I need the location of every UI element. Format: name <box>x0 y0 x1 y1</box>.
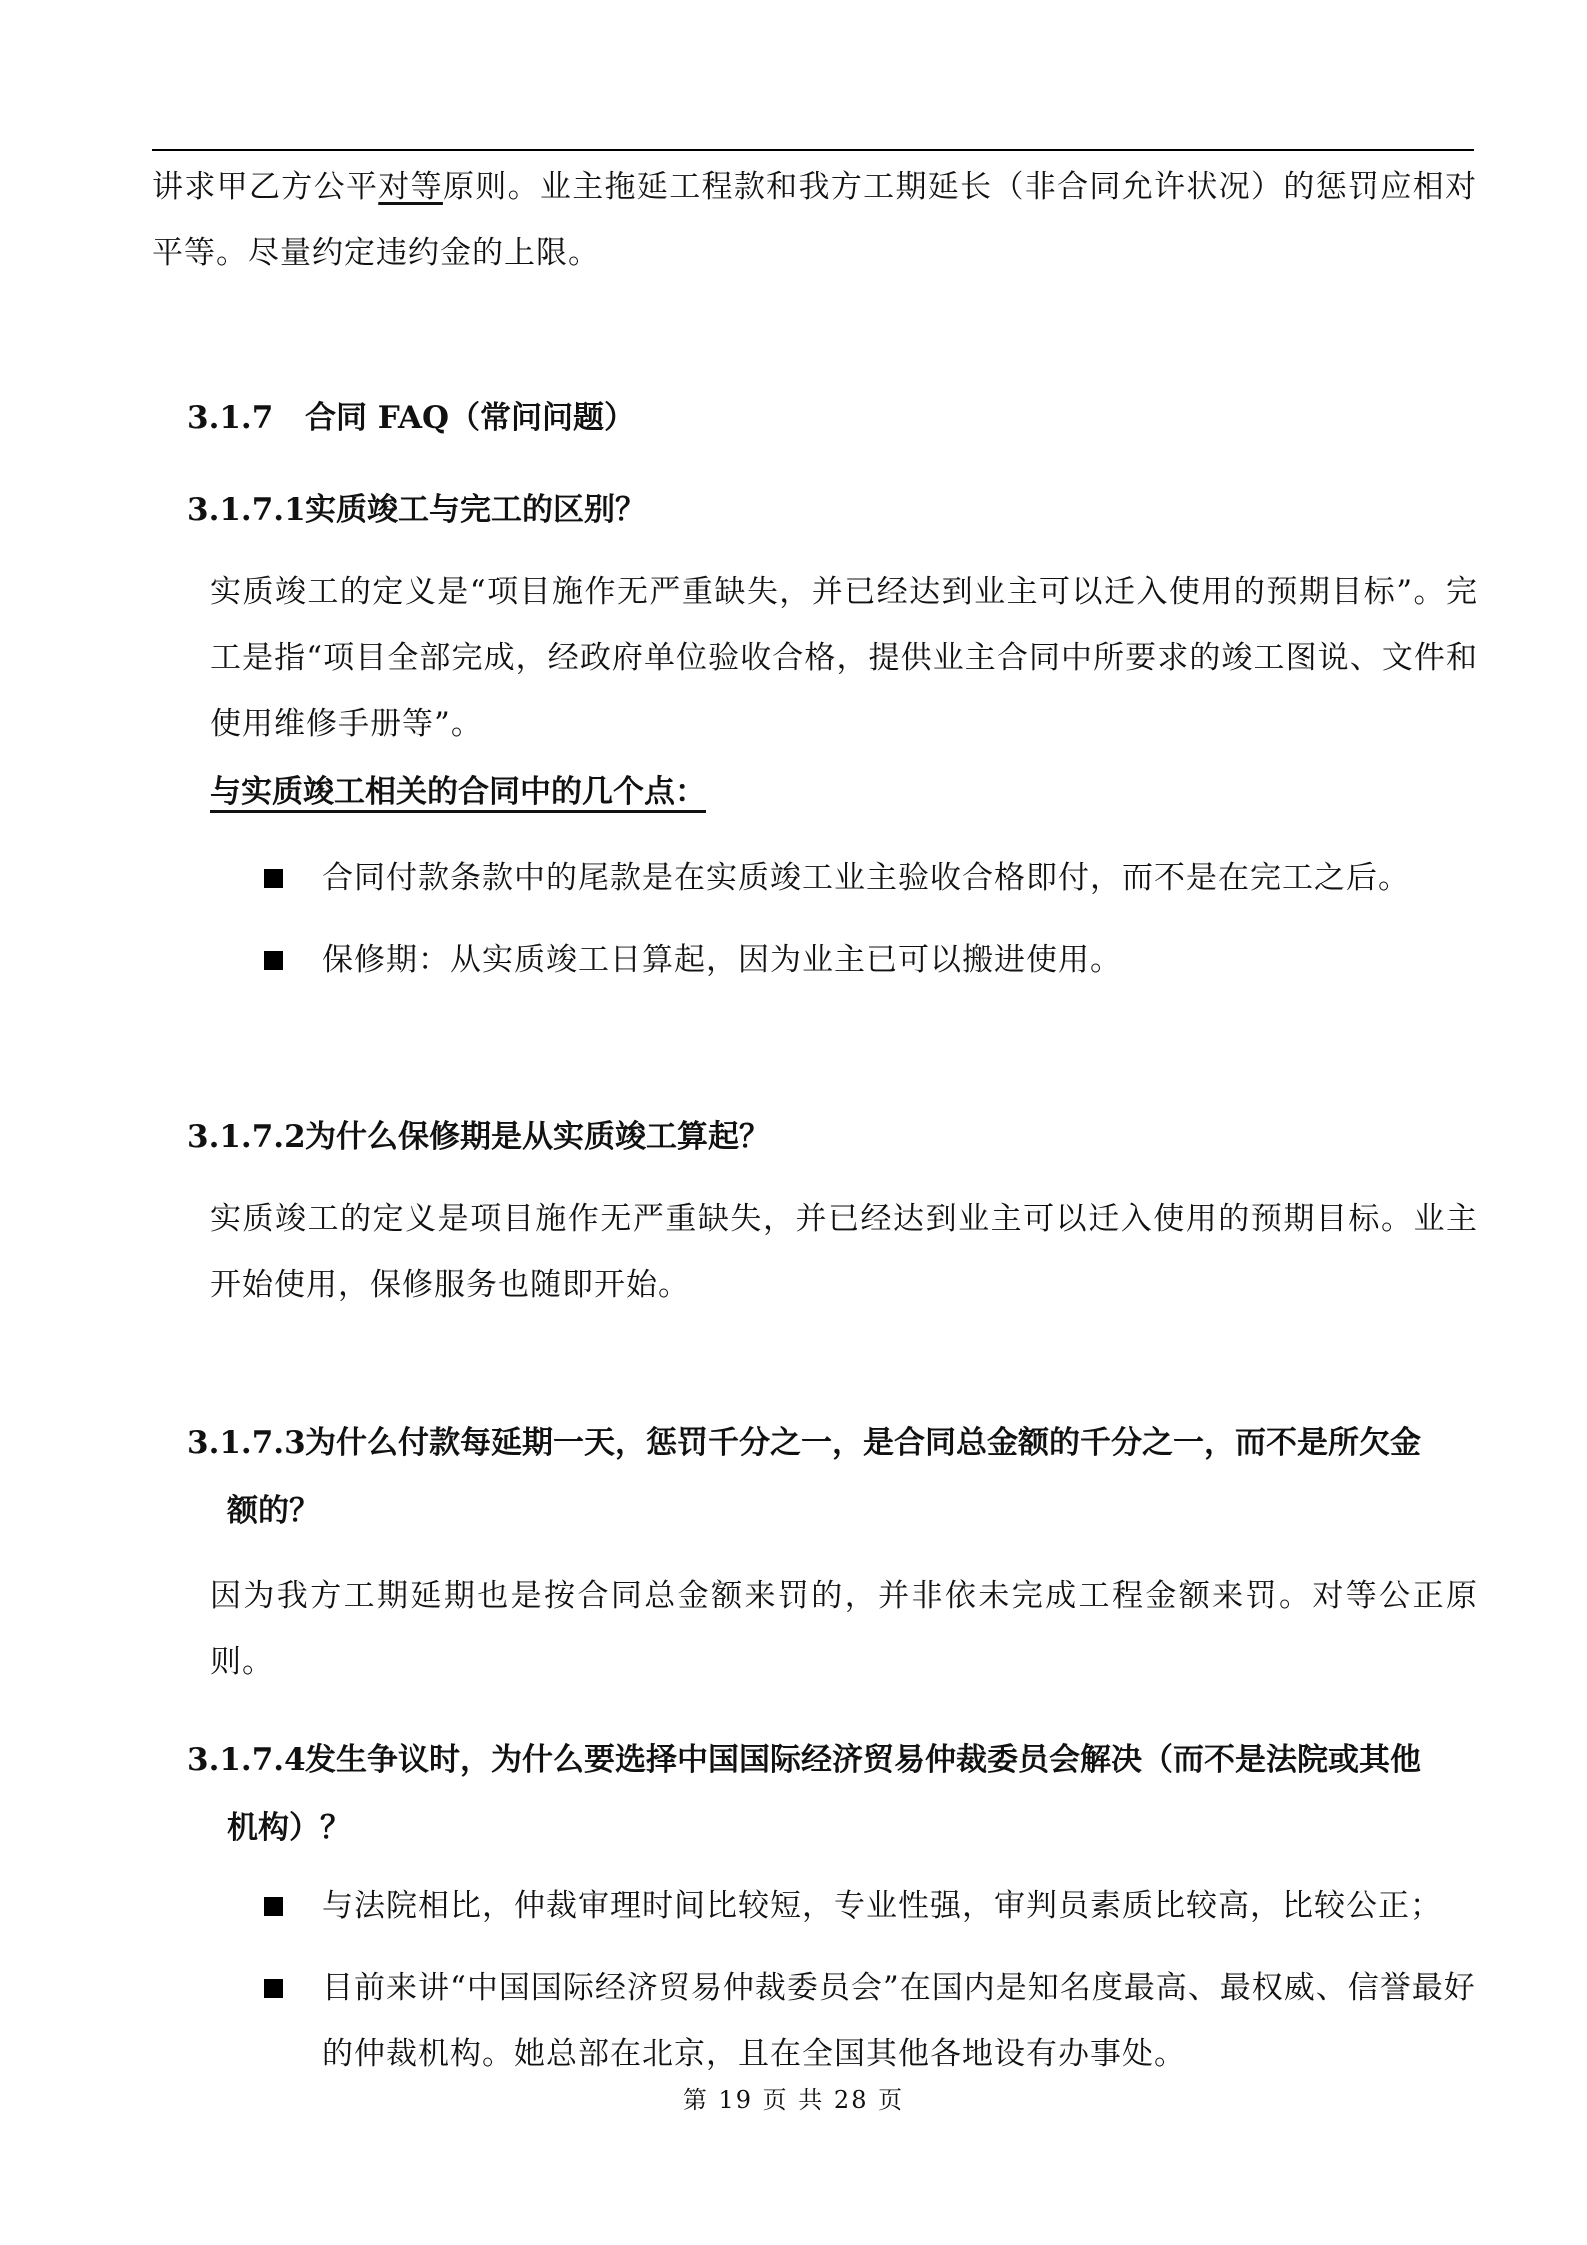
question-heading-1 <box>187 476 1482 544</box>
square-bullet-icon <box>264 1979 283 1998</box>
question-number: 3.1.7.3 <box>187 1425 306 1461</box>
question-number: 3.1.7.2 <box>187 1119 306 1155</box>
question-title-line1: 发生争议时，为什么要选择中国国际经济贸易仲裁委员会解决（而不是法院或其他 <box>305 1742 1421 1778</box>
header-rule <box>152 149 1474 151</box>
section-title: 合同 FAQ（常问问题） <box>305 400 636 436</box>
question-title-line2: 机构）？ <box>227 1810 351 1846</box>
question-title-line1: 为什么付款每延期一天，惩罚千分之一，是合同总金额的千分之一，而不是所欠金 <box>305 1425 1421 1461</box>
question-title-line2: 额的？ <box>227 1493 320 1529</box>
bullet-text: 保修期：从实质竣工日算起，因为业主已可以搬进使用。 <box>322 942 1122 978</box>
question-number: 3.1.7.1 <box>187 492 306 528</box>
square-bullet-icon <box>264 951 283 970</box>
bullet-text: 目前来讲“中国国际经济贸易仲裁委员会”在国内是知名度最高、最权威、信誉最好的仲裁机构。她总部在北京，且在全国其他各地设有办事处。 <box>322 1970 1476 2072</box>
question-number: 3.1.7.4 <box>187 1742 306 1778</box>
bullet-item <box>264 927 1478 993</box>
subheading-substantial-completion: 与实质竣工相关的合同中的几个点： <box>210 774 706 810</box>
section-heading-317 <box>187 398 635 438</box>
question-heading-2 <box>187 1103 1482 1171</box>
intro-text-1: 讲求甲乙方公平 <box>152 169 379 205</box>
page-footer: 第 19 页 共 28 页 <box>682 2086 905 2114</box>
question-heading-3 <box>187 1409 1482 1545</box>
bullet-text: 与法院相比，仲裁审理时间比较短，专业性强，审判员素质比较高，比较公正； <box>322 1888 1442 1924</box>
bullet-text: 合同付款条款中的尾款是在实质竣工业主验收合格即付，而不是在完工之后。 <box>322 860 1410 896</box>
bullet-item <box>264 1955 1478 2087</box>
intro-paragraph <box>152 154 1477 286</box>
square-bullet-icon <box>264 1897 283 1916</box>
bullet-item <box>264 1873 1478 1939</box>
section-number: 3.1.7 <box>187 400 274 436</box>
square-bullet-icon <box>264 869 283 888</box>
answer-paragraph-3: 因为我方工期延期也是按合同总金额来罚的，并非依未完成工程金额来罚。对等公正原则。 <box>210 1578 1478 1680</box>
question-title: 为什么保修期是从实质竣工算起？ <box>305 1119 770 1155</box>
intro-underlined-text: 对等 <box>378 169 443 205</box>
answer-paragraph-2: 实质竣工的定义是项目施作无严重缺失，并已经达到业主可以迁入使用的预期目标。业主开始使用，保修服务也随即开始。 <box>210 1201 1478 1303</box>
bullet-item <box>264 845 1478 911</box>
answer-paragraph-1: 实质竣工的定义是“项目施作无严重缺失，并已经达到业主可以迁入使用的预期目标”。完工是指“项目全部完成，经政府单位验收合格，提供业主合同中所要求的竣工图说、文件和使用维修手册等”。 <box>210 574 1478 742</box>
question-heading-4 <box>187 1726 1482 1862</box>
intro-text-2: 原则。业主拖延工程款和我方工期延长（非合同允许状况）的惩罚应相对平等。尽量约定违约金的上限。 <box>152 169 1478 271</box>
question-title: 实质竣工与完工的区别？ <box>305 492 646 528</box>
